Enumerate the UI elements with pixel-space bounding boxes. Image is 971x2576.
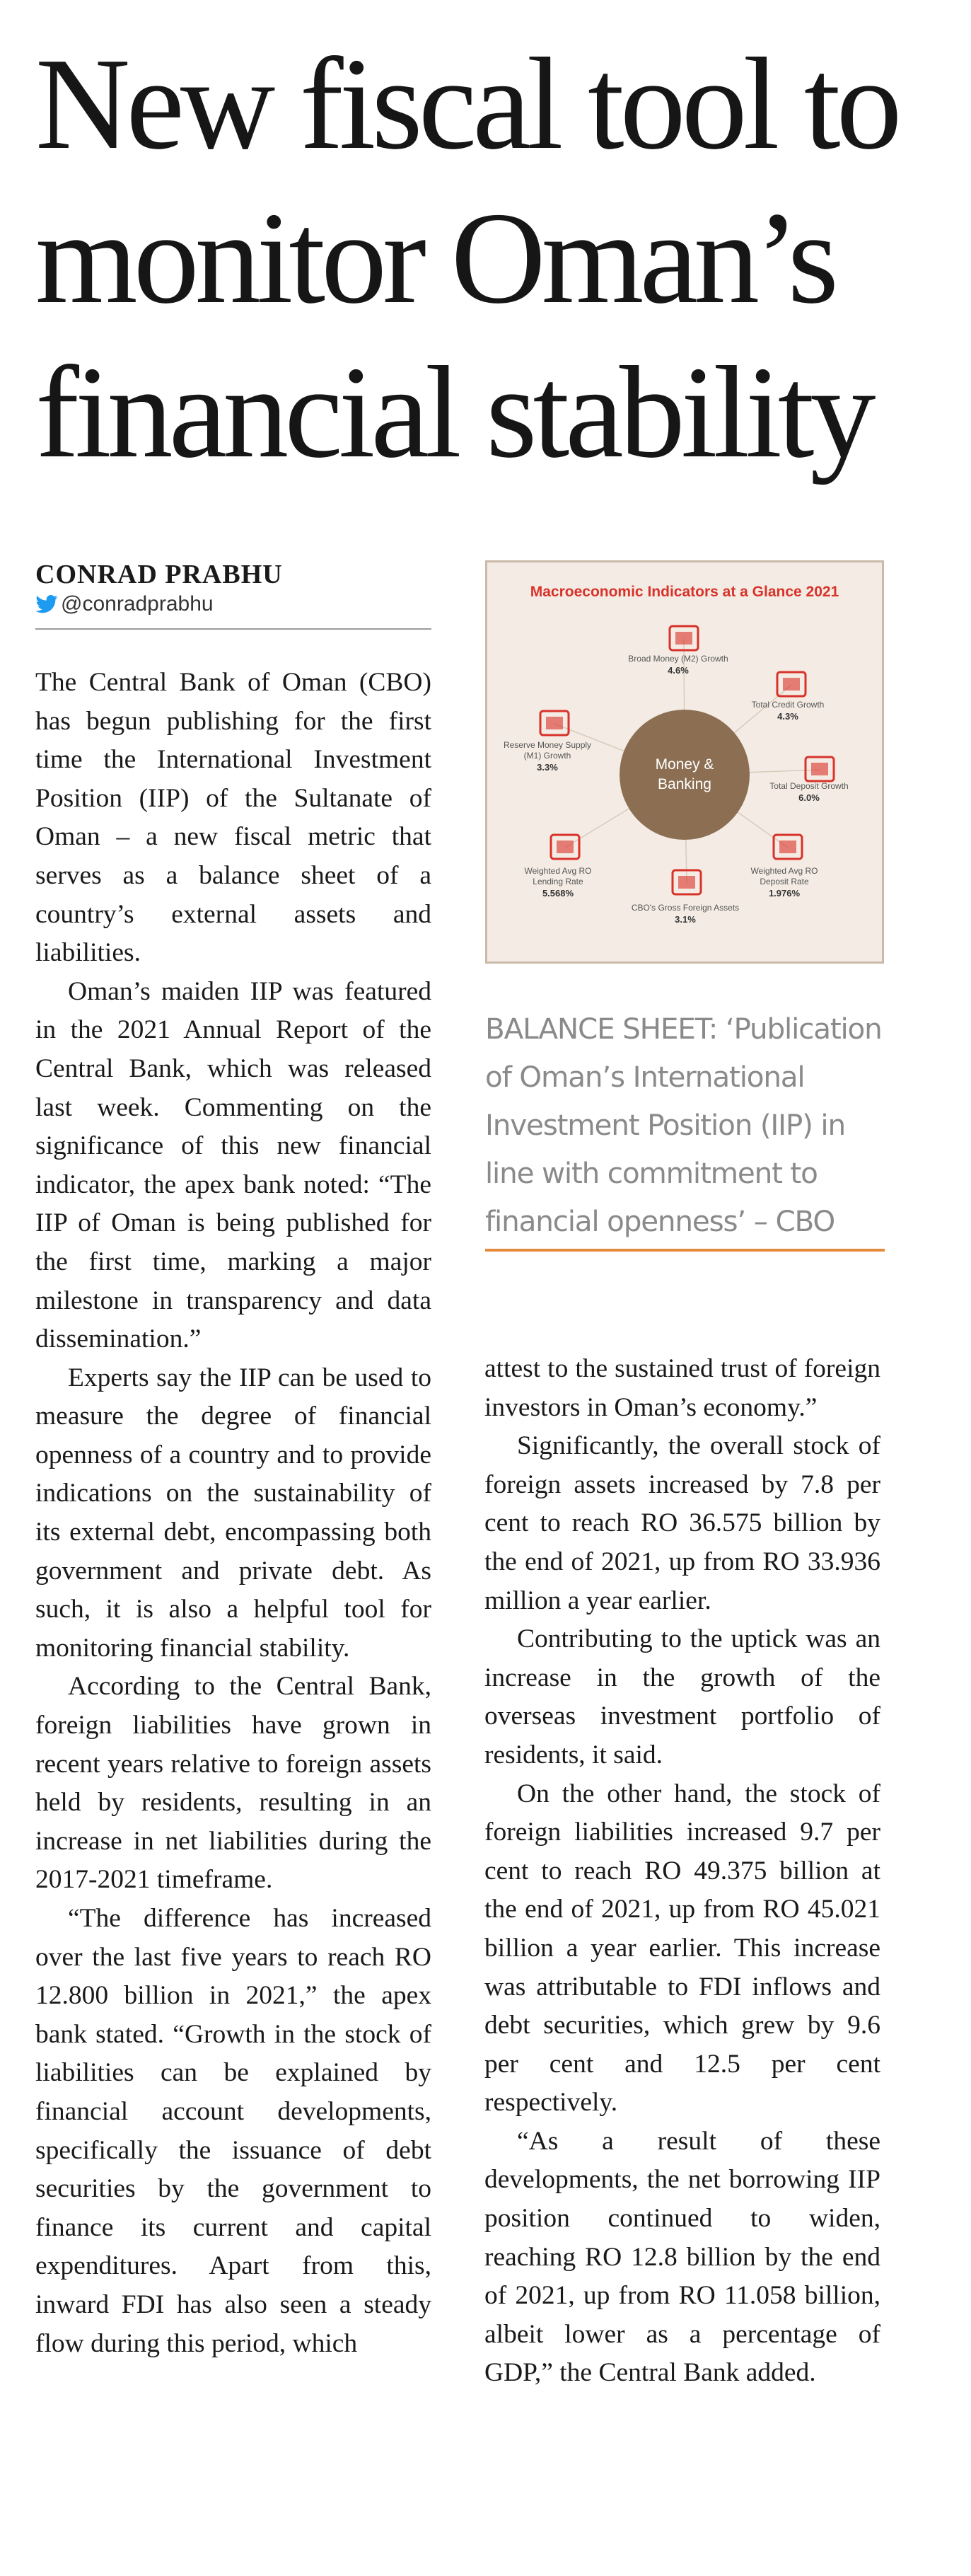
headline: [35, 27, 948, 490]
indicator-label: Total Credit Growth: [751, 700, 825, 710]
figure-caption: [485, 1005, 885, 1245]
indicator-value: 3.3%: [537, 762, 558, 773]
indicator-icon: [551, 835, 579, 859]
caption-line: financial openness’ – CBO: [485, 1204, 835, 1238]
indicator-label: Weighted Avg RO: [524, 866, 592, 876]
indicator-item: [504, 711, 591, 773]
byline: [35, 559, 431, 630]
indicator-label: Total Deposit Growth: [769, 781, 849, 791]
article-paragraph: Significantly, the overall stock of foreign assets increased by 7.8 per cent to reach RO 36.575 billion by the end of 2021, up from RO 33.936 million a year earlier.: [484, 1431, 880, 1615]
article-paragraph: “The difference has increased over the last five years to reach RO 12.800 billion in 2021,” the apex bank stated. “Growth in the stock of liabilities can be explained by financial account developments, specifically the issuance of debt securities by the government to finance its current and capital expenditures. Apart from this, inward FDI has also seen a steady flow during this period, which: [35, 1904, 431, 2358]
twitter-handle-row[interactable]: [35, 590, 431, 618]
headline-line: financial stability: [35, 340, 872, 485]
center-label-line: Banking: [658, 776, 711, 792]
indicator-icon: [806, 757, 834, 781]
caption-line: of Oman’s International: [485, 1060, 805, 1094]
article-column-1: [35, 664, 431, 2363]
article-paragraph: On the other hand, the stock of foreign liabilities increased 9.7 per cent to reach RO 49.375 billion at the end of 2021, up from RO 45.021 billion a year earlier. This increase was attributable to FDI inflows and debt securities, which grew by 9.6 per cent and 12.5 per cent respectively.: [484, 1779, 880, 2118]
article-paragraph: attest to the sustained trust of foreign investors in Oman’s economy.”: [484, 1354, 880, 1422]
indicator-value: 1.976%: [768, 888, 801, 899]
infographic-figure: [485, 560, 884, 964]
indicator-item: [628, 626, 728, 676]
indicator-label: Deposit Rate: [760, 877, 809, 886]
twitter-handle: @conradprabhu: [61, 592, 214, 616]
indicator-value: 3.1%: [675, 914, 696, 925]
article-paragraph: Oman’s maiden IIP was featured in the 2021 Annual Report of the Central Bank, which was released last week. Commenting on the significance of this new financial indicator, the apex bank noted: “The IIP of Oman is being published for the first time, marking a major milestone in transparency and data dissemination.”: [35, 976, 431, 1354]
indicator-item: [752, 672, 825, 722]
center-label-line: Money &: [655, 756, 714, 773]
twitter-bird-icon: [35, 595, 58, 613]
caption-line: line with commitment to: [485, 1156, 818, 1190]
center-circle: [620, 710, 750, 840]
indicator-item: [632, 870, 739, 925]
caption-line: BALANCE SHEET: ‘Publication: [485, 1012, 882, 1046]
headline-line: New fiscal tool to: [35, 31, 898, 177]
indicator-item: [751, 835, 818, 899]
article-column-2: [484, 1350, 880, 2393]
indicator-icon: [774, 835, 802, 859]
article-paragraph: The Central Bank of Oman (CBO) has begun publishing for the first time the International Investment Position (IIP) of the Sultanate of Oman – a new fiscal metric that serves as a balance sheet of a country’s external assets and liabilities.: [35, 668, 431, 968]
indicator-label: (M1) Growth: [523, 751, 571, 761]
article-paragraph: Experts say the IIP can be used to measure the degree of financial openness of a country and to provide indications on the sustainability of its external debt, encompassing both government and private debt. As such, it is also a helpful tool for monitoring financial stability.: [35, 1363, 431, 1663]
byline-divider: [35, 628, 431, 630]
caption-line: Investment Position (IIP) in: [485, 1108, 845, 1142]
indicator-value: 4.6%: [668, 665, 689, 676]
infographic-title: Macroeconomic Indicators at a Glance 2021: [530, 584, 839, 600]
headline-line: monitor Oman’s: [35, 185, 835, 331]
indicator-value: 5.568%: [542, 888, 574, 899]
indicator-label: CBO's Gross Foreign Assets: [631, 903, 740, 913]
indicator-item: [769, 757, 848, 803]
article-paragraph: “As a result of these developments, the net borrowing IIP position continued to widen, reaching RO 12.8 billion by the end of 2021, up from RO 11.058 billion, albeit lower as a percentage of GDP,” the Central Bank added.: [484, 2126, 880, 2388]
caption-divider: [485, 1249, 885, 1252]
article-paragraph: According to the Central Bank, foreign liabilities have grown in recent years relative to foreign assets held by residents, resulting in an increase in net liabilities during the 2017-2021 timeframe.: [35, 1672, 431, 1895]
indicator-item: [525, 835, 592, 899]
author-name: CONRAD PRABHU: [35, 560, 283, 589]
indicator-label: Reserve Money Supply: [503, 740, 592, 750]
indicator-label: Weighted Avg RO: [750, 866, 818, 876]
indicator-value: 6.0%: [798, 792, 820, 803]
indicator-value: 4.3%: [777, 711, 798, 722]
indicator-label: Lending Rate: [533, 877, 583, 886]
indicator-icon: [540, 711, 569, 735]
indicator-label: Broad Money (M2) Growth: [628, 654, 728, 664]
infographic-svg: [487, 562, 882, 961]
article-paragraph: Contributing to the uptick was an increase in the growth of the overseas investment portfolio of residents, it said.: [484, 1624, 880, 1769]
